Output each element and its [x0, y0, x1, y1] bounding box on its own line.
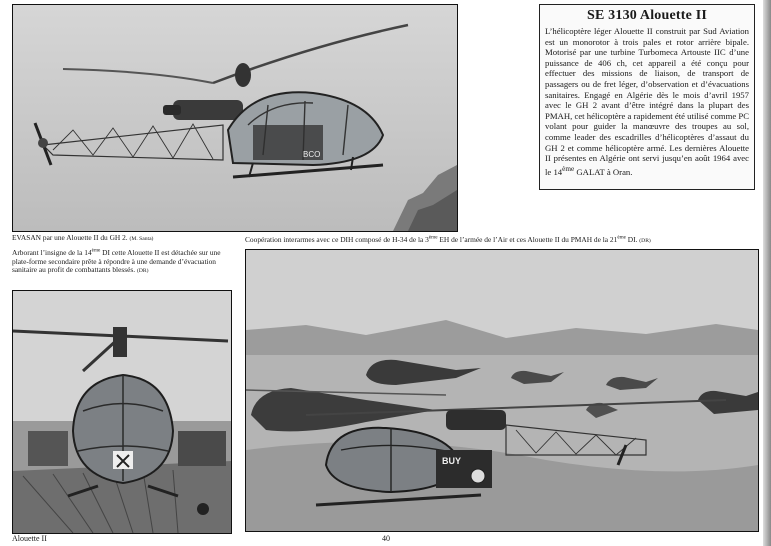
photo-alouette-on-platform	[12, 290, 232, 534]
caption-mid-left: Arborant l’insigne de la 14ème DI cette Alouette II est détachée sur une plate-forme secondaire prête à répondre à une demande d’évacuation sanitaire au profit de combattants blessés. (DR)	[12, 247, 221, 275]
photo-interarms-cooperation	[245, 249, 759, 532]
page-number: 40	[382, 534, 390, 543]
fuselage-code-top: BCO	[303, 150, 321, 159]
article-body: L’hélicoptère léger Alouette II construit par Sud Aviation est un monorotor à trois pales et rotor arrière bipale. Motorisé par une turbine Turbomeca Artouste IIC d’une puissance de 406 ch, cet appareil a été conçu pour effectuer des missions de liaison, de transport de passagers ou de fret léger, d’observation et d’évacuations sanitaires. Engagé en Algérie dès le mois d’avril 1957 avec le GH 2 avant d’être intégré dans la plupart des PMAH, cet hélicoptère a rapidement été utilisé comme PC volant pour guider la manœuvre des troupes au sol, comme leader des escadrilles d’hélicoptères d’assaut du GH 2 et comme hélicoptère armé. Les dernières Alouette II présentes en Algérie ont servi jusqu’en août 1964 avec le 14ème GALAT à Oran.	[545, 26, 749, 177]
photo-alouette-in-flight	[12, 4, 458, 232]
caption-top-left: EVASAN par une Alouette II du GH 2. (M. Santa)	[12, 233, 154, 242]
fuselage-code-right: BUY	[442, 456, 462, 466]
page-edge-shadow	[763, 0, 771, 546]
running-title: Alouette II	[12, 534, 47, 543]
article-text-box	[539, 4, 755, 190]
caption-right: Coopération interarmes avec ce DIH composé de H-34 de la 3ème EH de l’armée de l’Air et ces Alouette II du PMAH de la 21ème DI. (DR)	[245, 234, 651, 244]
article-title: SE 3130 Alouette II	[586, 8, 708, 23]
